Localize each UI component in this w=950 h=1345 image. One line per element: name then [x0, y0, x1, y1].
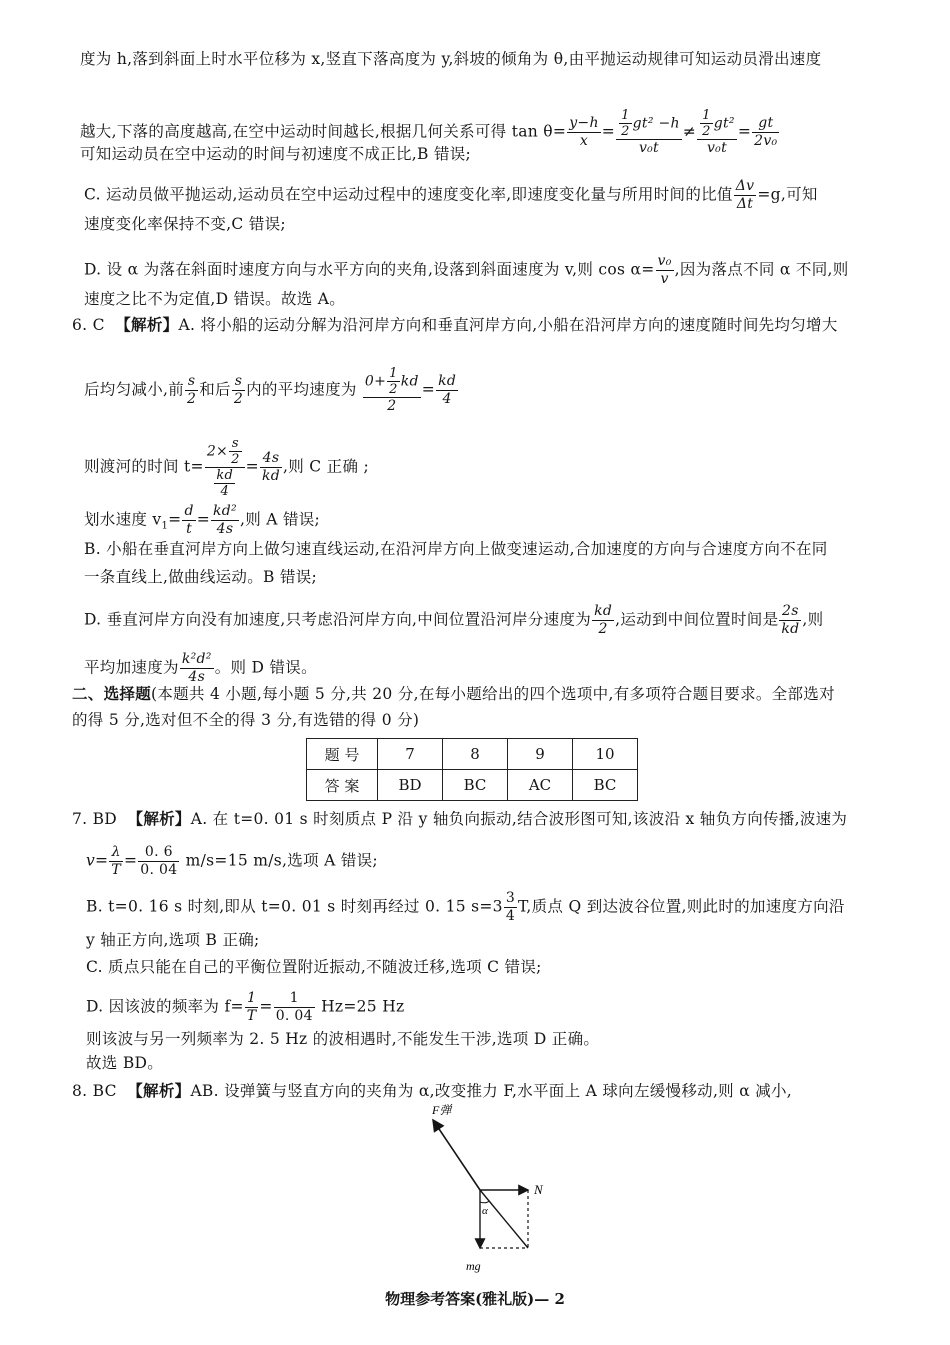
question-6-head: 6. C 【解析】A. 将小船的运动分解为沿河岸方向和垂直河岸方向,小船在沿河岸方向的速度随时间先均匀增大 [72, 315, 838, 334]
text-line-frequency: D. 因该波的频率为 f= $\frac{1}{T}$ = $\frac{1}{0. 04}$ Hz=25 Hz [86, 990, 405, 1024]
n-label: N [534, 1182, 543, 1197]
text-line: 故选 BD。 [86, 1054, 164, 1072]
text-line: 可知运动员在空中运动的时间与初速度不成正比,B 错误; [80, 145, 472, 163]
text-line: 速度变化率保持不变,C 错误; [84, 215, 286, 233]
text-line: C. 质点只能在自己的平衡位置附近振动,不随波迁移,选项 C 错误; [86, 958, 542, 976]
fraction: $\frac{1}{2}$ gt² v₀t [697, 108, 737, 157]
fraction: $\frac{gt}{\text{2v₀}}$ [754, 115, 778, 149]
fraction: 2× $\frac{s}{2}$ $\frac{kd}{4}$ [205, 436, 245, 499]
answer-table [306, 738, 638, 801]
text-line-avg-speed: 后均匀减小,前 $\frac{s}{2}$ 和后 $\frac{s}{2}$ 内的平均速度为 0+ $\frac{1}{2}$ kd 2 = $\frac{kd}{4}$ [84, 366, 457, 414]
text-line-option-d: D. 垂直河岸方向没有加速度,只考虑沿河岸方向,中间位置沿河岸分速度为 $\frac{kd}{2}$ ,运动到中间位置时间是 $\frac{2s}{kd}$ ,则 [84, 603, 824, 637]
text-line: 则该波与另一列频率为 2. 5 Hz 的波相遇时,不能发生干涉,选项 D 正确。 [86, 1030, 600, 1048]
question-7-head: 7. BD 【解析】A. 在 t=0. 01 s 时刻质点 P 沿 y 轴负向振动,结合波形图可知,该波沿 x 轴负方向传播,波速为 [72, 809, 848, 828]
text-line: 的得 5 分,选对但不全的得 3 分,有选错的得 0 分) [72, 711, 420, 729]
page-footer: 物理参考答案(雅礼版)— 2 [385, 1290, 565, 1308]
text-line-wave-speed: v= $\frac{\lambda}{T}$ = $\frac{0. 6}{0. 04}$ m/s=15 m/s,选项 A 错误; [86, 844, 378, 878]
table-row: 答 案 BD BC AC BC [307, 770, 638, 801]
force-diagram [418, 1098, 568, 1278]
spring-force-arrow [433, 1120, 480, 1190]
fraction: $\frac{\text{v₀}}{v}$ [657, 253, 672, 287]
text-line: 速度之比不为定值,D 错误。故选 A。 [84, 290, 346, 308]
text-line-avg-accel: 平均加速度为 $\frac{\text{k²d²}}{4s}$ 。则 D 错误。 [84, 651, 317, 685]
table-row: 题 号 7 8 9 10 [307, 739, 638, 770]
text-line-tan-formula: 越大,下落的高度越高,在空中运动时间越长,根据几何关系可得 tan θ= $\frac{y-h}{x}$ = $\frac{1}{2}$ gt² −h v₀t ≠ $\frac{1}{2}$ gt² v₀t = $\frac{gt}{\text{2v₀}}$ [80, 108, 778, 156]
mg-label: mg [466, 1259, 481, 1273]
angle-arc [480, 1201, 489, 1203]
question-8-head: 8. BC 【解析】AB. 设弹簧与竖直方向的夹角为 α,改变推力 F,水平面上 A 球向左缓慢移动,则 α 减小, [72, 1081, 793, 1100]
alpha-label: α [482, 1205, 488, 1217]
fraction: $\frac{y-h}{x}$ [569, 115, 599, 149]
text-line: B. 小船在垂直河岸方向上做匀速直线运动,在沿河岸方向上做变速运动,合加速度的方向与合速度方向不在同 [84, 540, 828, 558]
text: 越大,下落的高度越高,在空中运动时间越长,根据几何关系可得 tan θ= [80, 122, 567, 141]
resultant-line [480, 1190, 528, 1248]
f-label: F弹 [432, 1103, 452, 1117]
text-line: y 轴正方向,选项 B 正确; [86, 931, 260, 949]
text-line: 一条直线上,做曲线运动。B 错误; [84, 568, 318, 586]
fraction: $\frac{\Delta v}{\Delta t}$ [735, 178, 755, 212]
section-2-title: 二、选择题(本题共 4 小题,每小题 5 分,共 20 分,在每小题给出的四个选项中,有多项符合题目要求。全部选对 [72, 684, 835, 703]
text-line-option-c: C. 运动员做平抛运动,运动员在空中运动过程中的速度变化率,即速度变化量与所用时间的比值 $\frac{\Delta v}{\Delta t}$ =g,可知 [84, 178, 818, 212]
text-line-crossing-time: 则渡河的时间 t= 2× $\frac{s}{2}$ $\frac{kd}{4}$ = $\frac{4s}{kd}$ ,则 C 正确 ; [84, 436, 370, 499]
text-line-option-b: B. t=0. 16 s 时刻,即从 t=0. 01 s 时刻再经过 0. 15 s=3 $\frac{3}{4}$ T,质点 Q 到达波谷位置,则此时的加速度方向沿 [86, 890, 845, 924]
fraction: $\frac{1}{2}$ gt² −h v₀t [616, 108, 682, 157]
text-line-row-speed: 划水速度 $v_1=$ $\frac{d}{t}$ = $\frac{\text{kd²}}{4s}$ ,则 A 错误; [84, 503, 321, 537]
text-line-option-d: D. 设 α 为落在斜面时速度方向与水平方向的夹角,设落到斜面速度为 v,则 cos α= $\frac{\text{v₀}}{v}$ ,因为落点不同 α 不同,则 [84, 253, 849, 287]
fraction: 0+ $\frac{1}{2}$ kd 2 [364, 366, 419, 414]
text-line: 度为 h,落到斜面上时水平位移为 x,竖直下落高度为 y,斜坡的倾角为 θ,由平抛运动规律可知运动员滑出速度 [80, 50, 822, 68]
